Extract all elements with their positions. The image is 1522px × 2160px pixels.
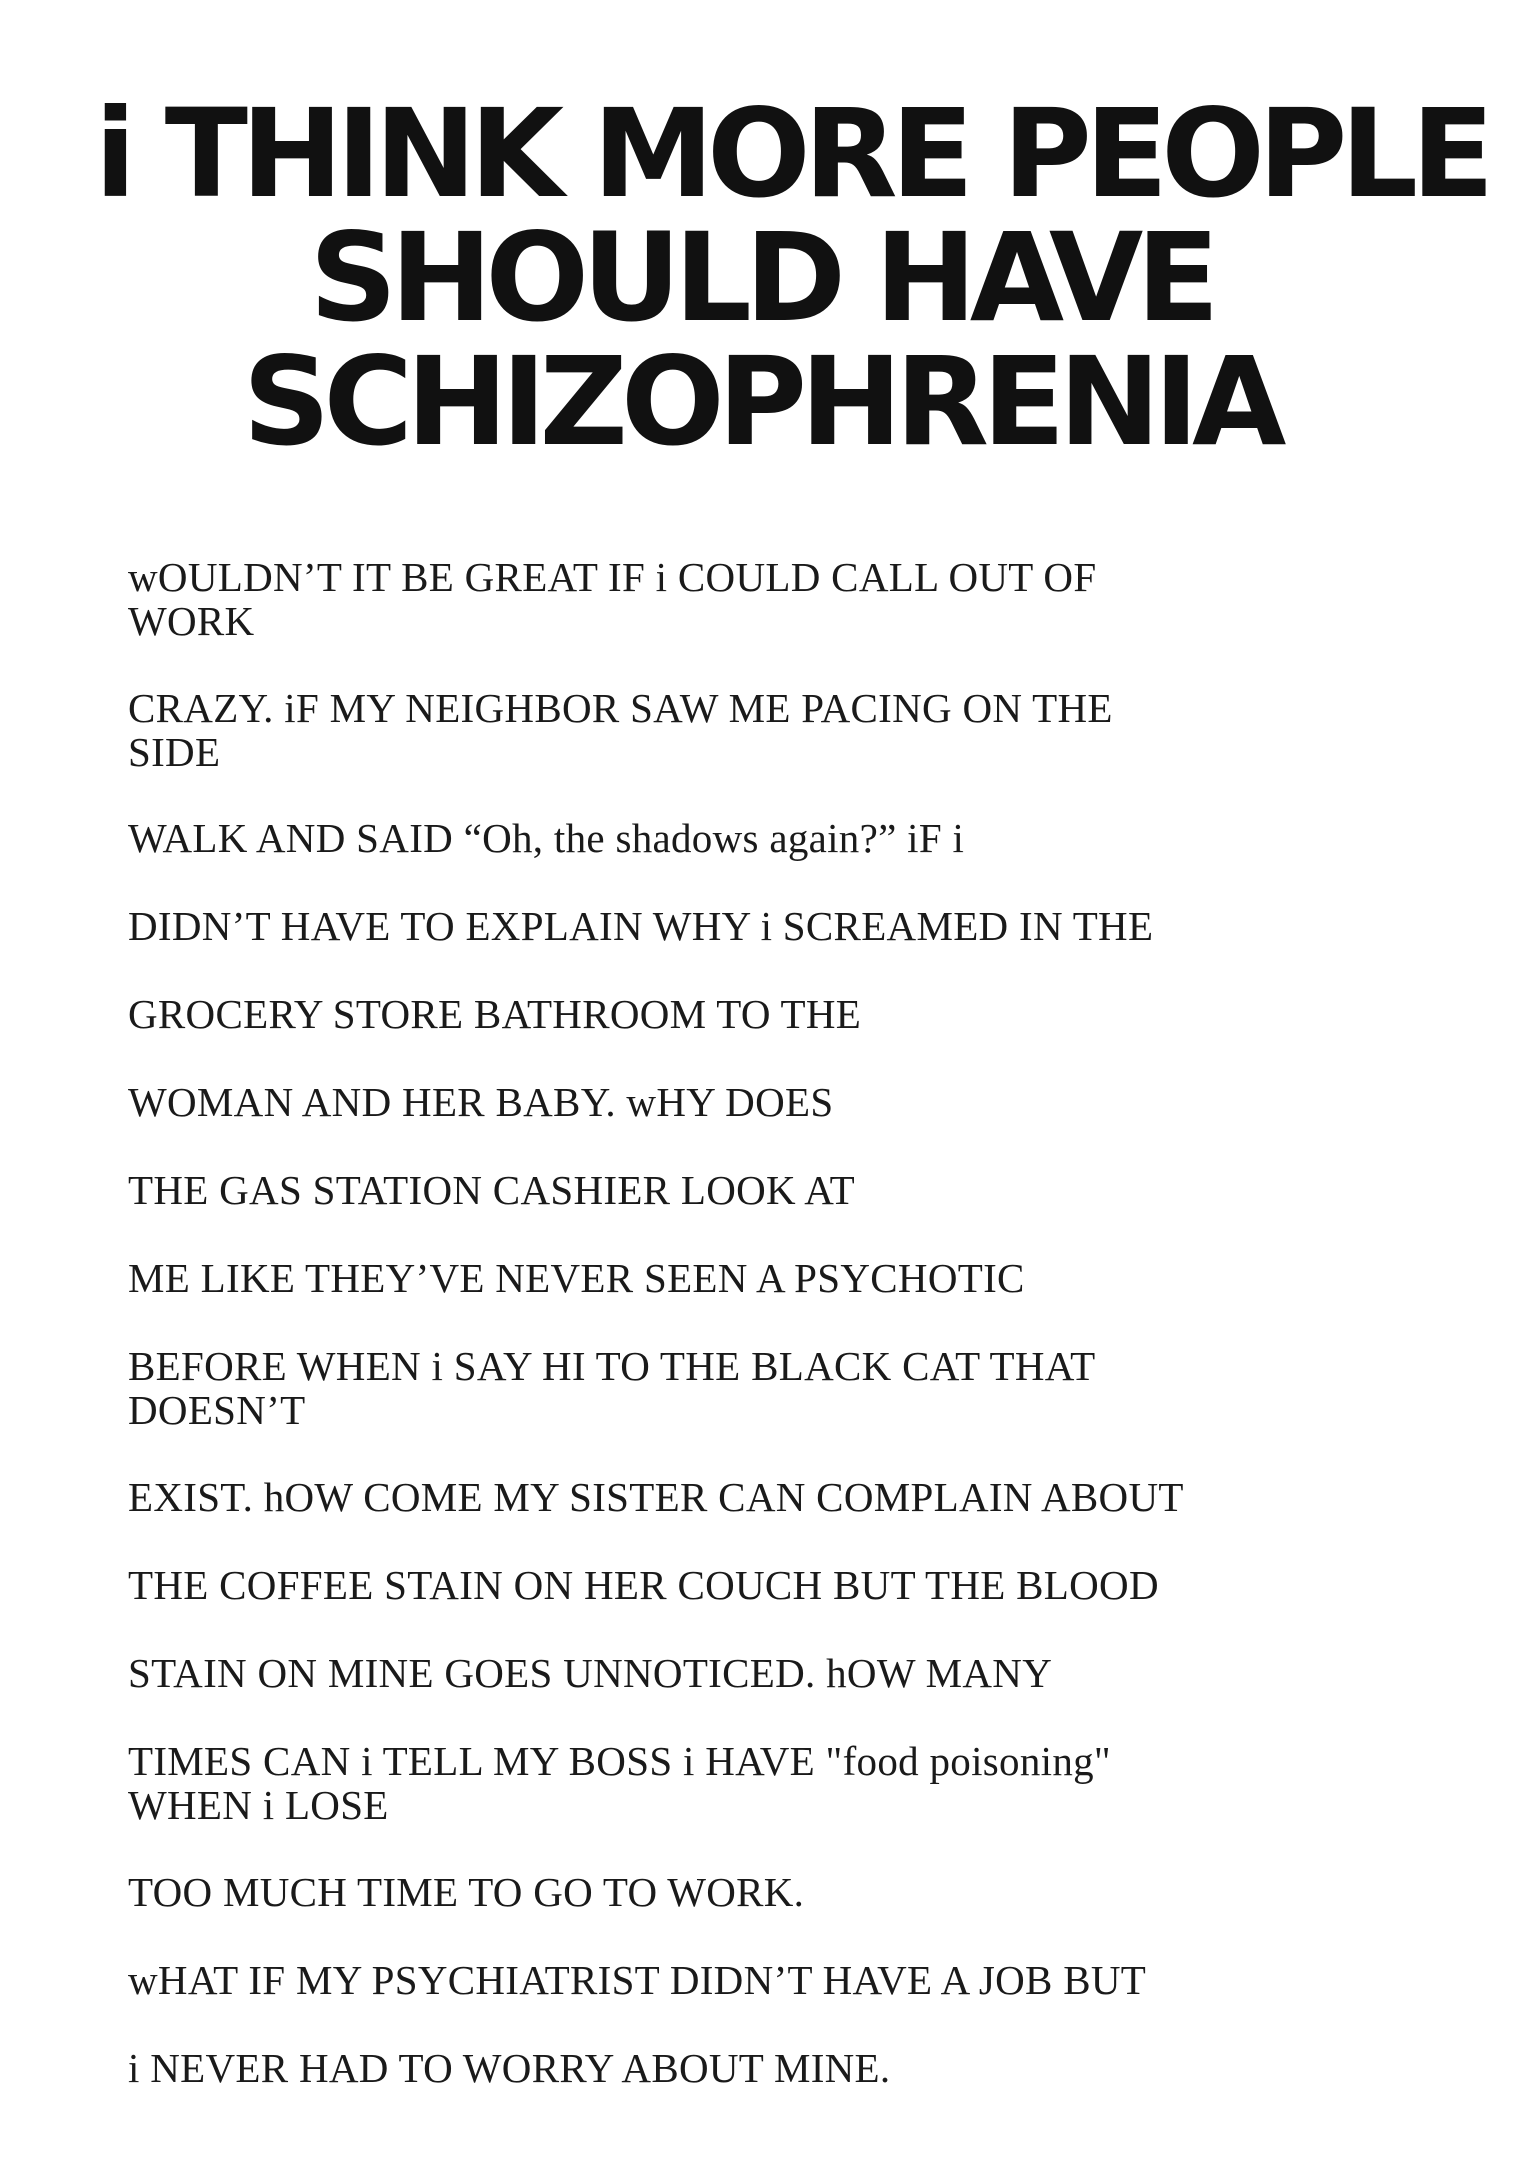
poem-line <box>128 1080 833 1124</box>
poem-line-text: i NEVER HAD TO WORRY ABOUT MINE. <box>128 2045 891 2091</box>
poem-line <box>128 1475 1184 1519</box>
poem-line-continuation: WORK <box>128 598 255 644</box>
poem-line-text: ME LIKE THEY’VE NEVER SEEN A PSYCHOTIC <box>128 1255 1025 1301</box>
poem-line-text: EXIST. hOW COME MY SISTER CAN COMPLAIN ABOUT <box>128 1474 1184 1520</box>
poem-line-text: THE GAS STATION CASHIER LOOK AT <box>128 1167 855 1213</box>
poem-line <box>128 1344 1095 1432</box>
poem-line-continuation: WHEN i LOSE <box>128 1782 389 1828</box>
poem-line-text: TOO MUCH TIME TO GO TO WORK. <box>128 1869 805 1915</box>
poem-line-text: STAIN ON MINE GOES UNNOTICED. hOW MANY <box>128 1650 1053 1696</box>
poem-line-text: WALK AND SAID “Oh, the shadows again?” iF i <box>128 815 965 861</box>
poem-line-text: wHAT IF MY PSYCHIATRIST DIDN’T HAVE A JOB BUT <box>128 1957 1147 2003</box>
poem-line <box>128 686 1113 774</box>
poem-line <box>128 1870 804 1914</box>
poem-line-text: DIDN’T HAVE TO EXPLAIN WHY i SCREAMED IN THE <box>128 903 1154 949</box>
poem-line <box>128 1651 1052 1695</box>
poem-line-text: BEFORE WHEN i SAY HI TO THE BLACK CAT THAT <box>128 1343 1096 1389</box>
title-line: i THINK MORE PEOPLE <box>94 83 1488 225</box>
title-line: SHOULD HAVE <box>309 207 1213 349</box>
poem-line <box>128 1168 855 1212</box>
poem-line <box>128 904 1153 948</box>
poem-line-continuation: SIDE <box>128 729 221 775</box>
poem-line <box>128 816 964 860</box>
poem-line <box>128 1563 1159 1607</box>
poem-line <box>128 1739 1111 1827</box>
poem-line <box>128 555 1096 643</box>
poem-line-text: CRAZY. iF MY NEIGHBOR SAW ME PACING ON THE <box>128 685 1113 731</box>
poem-line-text: TIMES CAN i TELL MY BOSS i HAVE "food poisoning" <box>128 1738 1111 1784</box>
poem-line-text: WOMAN AND HER BABY. wHY DOES <box>128 1079 834 1125</box>
poem-line <box>128 1958 1146 2002</box>
poem-line-continuation: DOESN’T <box>128 1387 306 1433</box>
poem-line <box>128 2046 890 2090</box>
poem-line-text: wOULDN’T IT BE GREAT IF i COULD CALL OUT OF <box>128 554 1097 600</box>
poem-line-text: THE COFFEE STAIN ON HER COUCH BUT THE BLOOD <box>128 1562 1159 1608</box>
title-line: SCHIZOPHRENIA <box>242 331 1280 473</box>
poem-title <box>0 83 1522 473</box>
poem-line <box>128 992 861 1036</box>
poem-line-text: GROCERY STORE BATHROOM TO THE <box>128 991 862 1037</box>
poem-line <box>128 1256 1025 1300</box>
